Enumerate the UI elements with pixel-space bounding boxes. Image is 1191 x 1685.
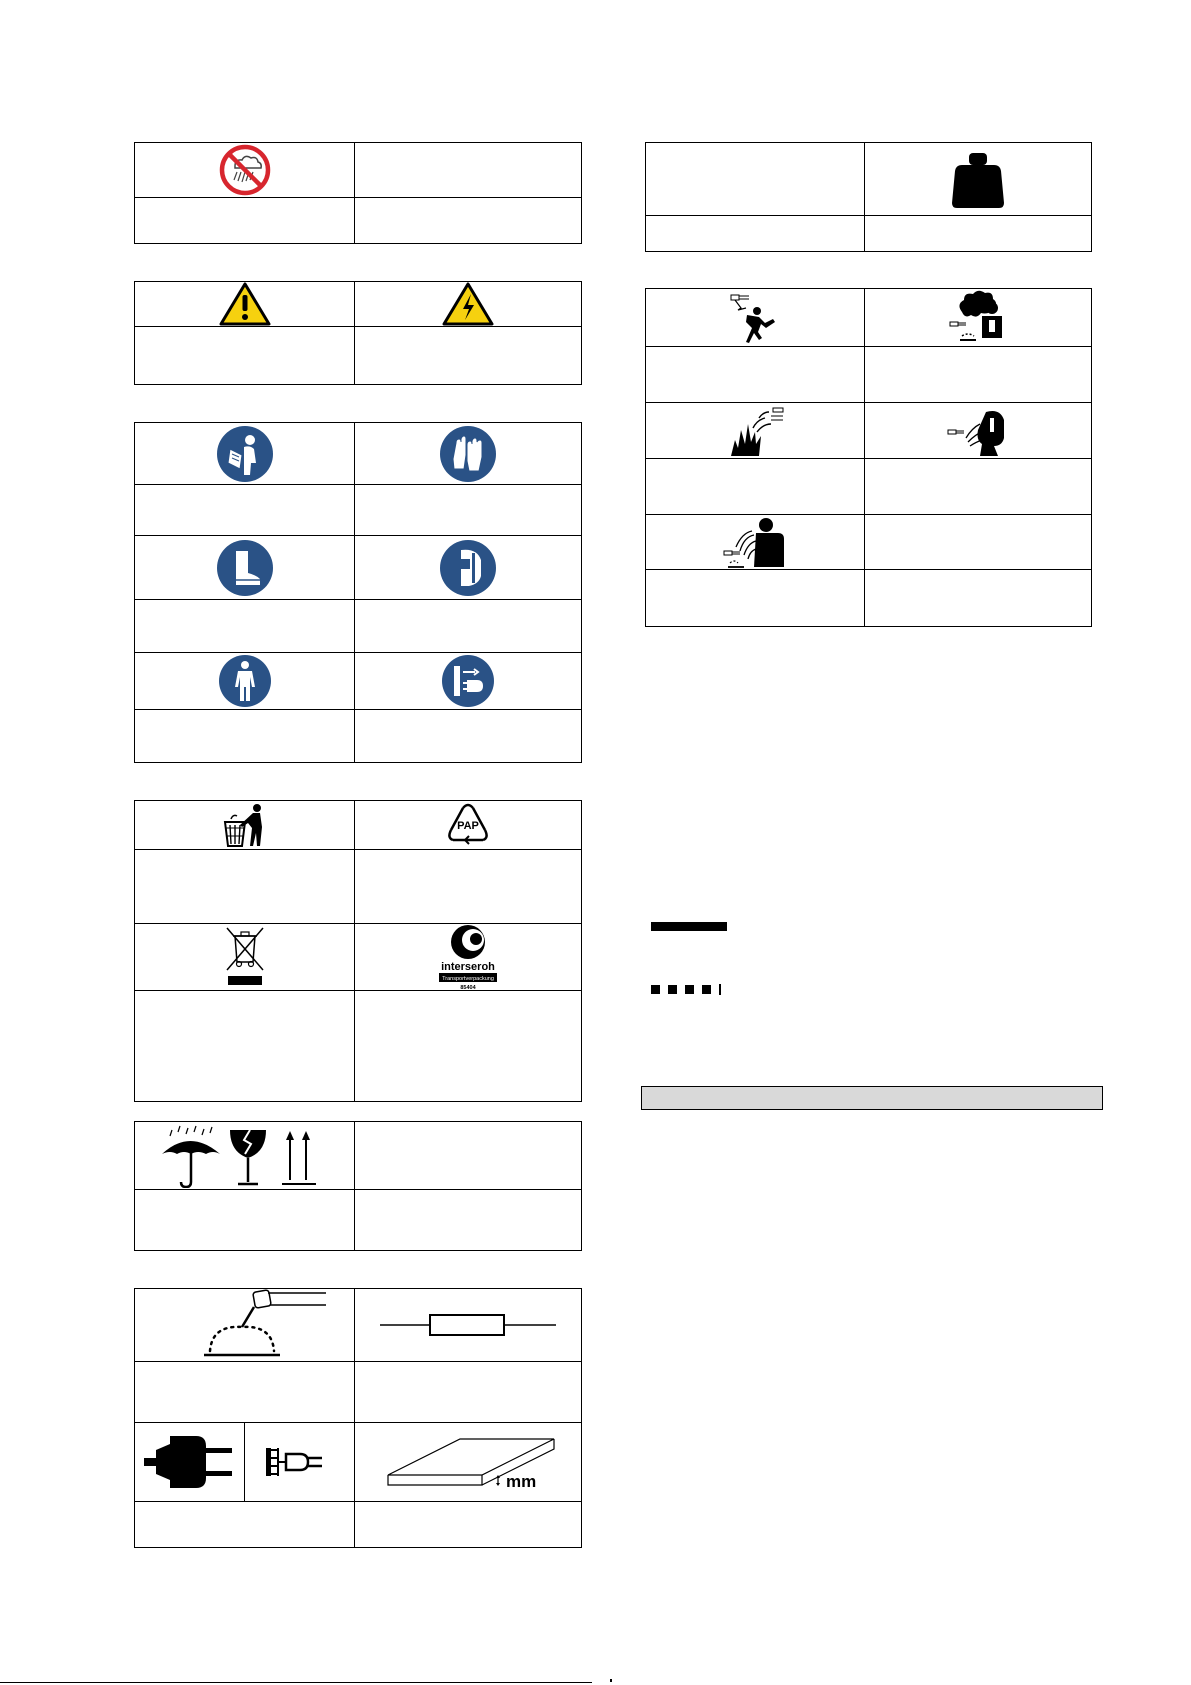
cell-empty: [355, 485, 581, 536]
cell-empty: [355, 143, 581, 198]
cell-empty: [355, 991, 581, 1101]
cell-empty: [355, 600, 581, 653]
table-weight: [645, 142, 1092, 252]
cell-empty: [355, 198, 581, 243]
cell-shock-hazard: [646, 289, 865, 347]
cell-general-warning: [135, 282, 355, 327]
welding-mask-icon: [439, 539, 497, 597]
cell-empty: [135, 1190, 355, 1250]
cell-empty: [135, 710, 355, 762]
grey-heading-bar: [641, 1086, 1103, 1110]
cell-pap: [355, 801, 581, 850]
cell-fire-hazard: [646, 403, 865, 459]
cell-empty: [355, 710, 581, 762]
fuse-icon: [378, 1310, 558, 1340]
cell-mains-plug: [135, 1423, 245, 1502]
this-way-up-icon: [282, 1131, 316, 1184]
footer-mark: [610, 1679, 612, 1682]
cell-welding-torch: [135, 1289, 355, 1362]
cell-hot-parts-hazard: [646, 515, 865, 570]
cell-weight: [865, 143, 1091, 216]
hot-parts-hazard-icon: [722, 515, 788, 569]
fire-explosion-hazard-icon: [725, 404, 785, 458]
crossed-out-bin-icon: [223, 926, 267, 988]
sheet-thickness-icon: [378, 1427, 558, 1497]
welding-torch-icon: [150, 1289, 340, 1361]
electric-shock-hazard-icon: [727, 291, 783, 345]
cell-empty: [646, 459, 865, 515]
cell-read-manual: [135, 423, 355, 485]
read-manual-icon: [216, 425, 274, 483]
table-mandatory: [134, 422, 582, 763]
cell-arc-rays-hazard: [865, 403, 1091, 459]
fragile-icon: [230, 1130, 266, 1184]
cell-empty: [865, 570, 1091, 626]
cell-empty: [865, 216, 1091, 251]
mm-label: mm: [506, 1472, 537, 1491]
wear-safety-boots-icon: [216, 539, 274, 597]
general-warning-icon: [219, 282, 271, 326]
table-welding-hazards: [645, 288, 1092, 627]
cell-empty: [135, 991, 355, 1101]
cell-fumes-hazard: [865, 289, 1091, 347]
packaging-symbols-group: [160, 1124, 330, 1188]
cell-packaging-symbols: [135, 1122, 355, 1190]
footer-rule: [0, 1682, 592, 1683]
wear-protective-clothing-icon: [218, 654, 272, 708]
no-water-spray-icon: [219, 144, 271, 196]
legend-solid-line: [651, 922, 727, 931]
cell-empty: [135, 1362, 355, 1423]
cell-empty: [646, 143, 865, 216]
cell-empty: [865, 515, 1091, 570]
cell-litter-bin: [135, 801, 355, 850]
cell-no-spray-icon: [135, 143, 355, 198]
arc-rays-hazard-icon: [946, 404, 1010, 458]
table-packaging: [134, 1121, 582, 1251]
keep-dry-icon: [162, 1126, 220, 1187]
cell-plug-adapter: [245, 1423, 355, 1502]
table-technical: [134, 1288, 582, 1548]
interseroh-code: 85404: [460, 985, 476, 990]
cell-empty: [355, 1362, 581, 1423]
cell-gloves: [355, 423, 581, 485]
weight-icon: [950, 149, 1006, 209]
interseroh-name: interseroh: [441, 961, 495, 973]
pap-label: PAP: [457, 820, 479, 832]
cell-empty: [355, 1190, 581, 1250]
cell-empty: [865, 459, 1091, 515]
cell-empty: [135, 198, 355, 243]
cell-overalls: [135, 653, 355, 710]
cell-electric-warning: [355, 282, 581, 327]
disconnect-mains-plug-icon: [441, 654, 495, 708]
pap-recycling-icon: [443, 802, 493, 848]
cell-empty: [355, 1122, 581, 1190]
wear-gloves-icon: [439, 425, 497, 483]
electric-shock-warning-icon: [442, 282, 494, 326]
cell-empty: [355, 850, 581, 924]
legend-dashed-line: [651, 985, 721, 994]
cell-empty: [646, 347, 865, 403]
plug-adapter-icon: [260, 1440, 340, 1484]
table-disposal: [134, 800, 582, 1102]
cell-empty: [135, 485, 355, 536]
cell-weee: [135, 924, 355, 991]
cell-sheet-thickness: [355, 1423, 581, 1502]
cell-empty: [646, 216, 865, 251]
cell-empty: [135, 327, 355, 384]
cell-empty: [135, 600, 355, 653]
dispose-properly-icon: [221, 802, 269, 848]
cell-unplug: [355, 653, 581, 710]
cell-welding-mask: [355, 536, 581, 600]
mains-plug-icon: [142, 1430, 238, 1494]
table-warnings: [134, 281, 582, 385]
fumes-hazard-icon: [948, 290, 1008, 346]
cell-empty: [355, 327, 581, 384]
cell-empty: [646, 570, 865, 626]
cell-empty: [135, 850, 355, 924]
cell-empty: [355, 1502, 581, 1547]
cell-empty: [865, 347, 1091, 403]
table-prohibition: [134, 142, 582, 244]
cell-boots: [135, 536, 355, 600]
cell-interseroh: [355, 924, 581, 991]
cell-empty: [135, 1502, 355, 1547]
cell-fuse: [355, 1289, 581, 1362]
interseroh-logo: [437, 924, 499, 990]
interseroh-sub: Transportverpackung: [442, 976, 494, 982]
